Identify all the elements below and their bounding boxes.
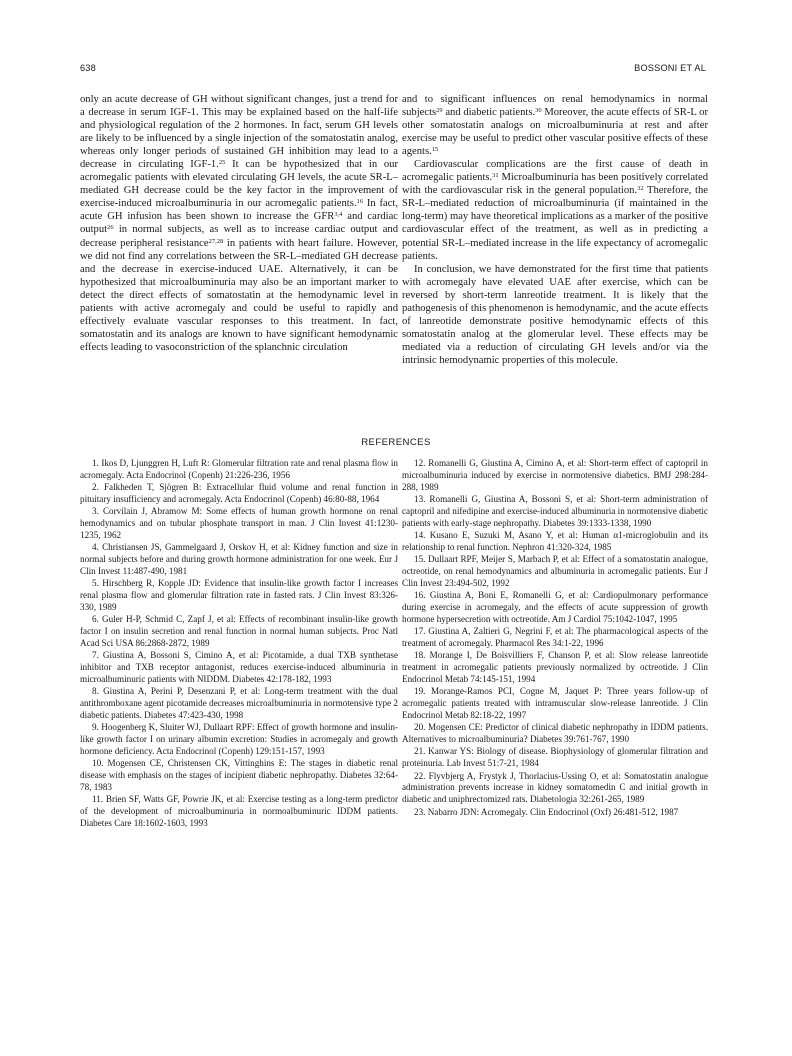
- citation-superscript: 3,4: [334, 211, 343, 219]
- citation-superscript: 15: [431, 146, 439, 154]
- reference-entry: 9. Hoogenberg K, Sluiter WJ, Dullaart RPF: Effect of growth hormone and insulin-like growth factor I on urinary albumin excretion: Studies in acromegaly and growth hormone deficiency. Acta Endocrinol (Copenh) 129:151-157, 1993: [80, 722, 398, 757]
- reference-entry: 20. Mogensen CE: Predictor of clinical diabetic nephropathy in IDDM patients. Alternatives to microalbuminuria? Diabetes 39:761-767, 1990: [402, 722, 708, 745]
- reference-entry: 16. Giustina A, Boni E, Romanelli G, et al: Cardiopulmonary performance during exercise in acromegaly, and the effects of acute suppression of growth hormone hypersecretion with octreotide. Am J Cardiol 75:1042-1047, 1995: [402, 590, 708, 624]
- citation-superscript: 32: [637, 185, 644, 193]
- reference-entry: 11. Brien SF, Watts GF, Powrie JK, et al: Exercise testing as a long-term predictor of the development of microalbuminuria in normoalbuminuric IDDM patients. Diabetes Care 18:1602-1603, 1993: [80, 794, 398, 829]
- reference-entry: 19. Morange-Ramos PCI, Cogne M, Jaquet P: Three years follow-up of acromegalic patients treated with intramuscular slow-release lanreotide. J Clin Endocrinol Metab 82:18-22, 1997: [402, 686, 708, 721]
- body-column-left: [80, 93, 398, 354]
- body-text: and diabetic patients.: [442, 107, 536, 119]
- citation-superscript: 16: [356, 198, 363, 206]
- body-text: Cardiovascular complications are the first cause of death in acromegalic patients.: [402, 159, 708, 184]
- reference-entry: 6. Guler H-P, Schmid C, Zapf J, et al: Effects of recombinant insulin-like growth factor I on insulin secretion and renal function in normal human subjects. Proc Natl Acad Sci USA 86:2868-2872, 1989: [80, 614, 398, 649]
- body-column-right: [402, 93, 708, 367]
- reference-entry: 22. Flyvbjerg A, Frystyk J, Thorlacius-Ussing O, et al: Somatostatin analogue administration prevents increase in kidney somatomedin C and initial growth in diabetic and uniphrectomized rats. Diabetologia 32:261-265, 1989: [402, 770, 708, 805]
- references-heading: REFERENCES: [361, 437, 431, 448]
- body-text: In fact, acute GH infusion has been shown to increase the GFR: [80, 198, 398, 223]
- citation-superscript: 26: [107, 224, 114, 232]
- reference-entry: 4. Christiansen JS, Gammelgaard J, Orskov H, et al: Kidney function and size in normal subjects before and during growth hormone administration for one week. Eur J Clin Invest 11:487-490, 1981: [80, 542, 398, 577]
- reference-entry: 18. Morange I, De Boisvilliers F, Chanson P, et al: Slow release lanreotide treatment in acromegalic patients previously normalized by octreotide. J Clin Endocrinol Metab 74:145-151, 1994: [402, 650, 708, 685]
- body-paragraph: [80, 93, 398, 354]
- citation-superscript: 27,28: [208, 237, 224, 245]
- citation-superscript: 31: [492, 172, 499, 180]
- reference-entry: 14. Kusano E, Suzuki M, Asano Y, et al: Human α1-microglobulin and its relationship to renal function. Nephron 41:320-324, 1985: [402, 530, 708, 552]
- reference-entry: 10. Mogensen CE, Christensen CK, Vittinghins E: The stages in diabetic renal disease with emphasis on the stages of incipient diabetic nephropathy. Diabetes 32:64-78, 1983: [80, 758, 398, 793]
- running-title: BOSSONI ET AL: [634, 63, 706, 73]
- body-text: Microalbuminuria has been positively correlated with the cardiovascular risk in the general population.: [402, 172, 708, 197]
- body-text: It can be hypothesized that in our acromegalic patients with elevated circulating GH levels, the acute SR-L–mediated GH decrease could be the key factor in the improvement of exercise-induced microalbuminuria in our acromegalic patients.: [80, 159, 399, 210]
- reference-entry: 17. Giustina A, Zaltieri G, Negrini F, et al: The pharmacological aspects of the treatment of acromegaly. Pharmacol Res 34:1-22, 1996: [402, 626, 708, 649]
- reference-entry: 21. Kanwar YS: Biology of disease. Biophysiology of glomerular filtration and proteinuria. Lab Invest 51:7-21, 1984: [402, 746, 708, 769]
- body-text: Moreover, the acute effects of SR-L or other somatostatin analogs on microalbuminuria at rest and after exercise may be useful to predict other vascular positive effects of these agents.: [402, 107, 708, 158]
- reference-entry: 2. Falkheden T, Sjögren B: Extracellular fluid volume and renal function in pituitary insufficiency and acromegaly. Acta Endocrinol (Copenh) 46:80-88, 1964: [80, 482, 398, 505]
- body-text: and cardiac output: [80, 211, 398, 236]
- body-paragraph: [402, 158, 708, 262]
- reference-entry: 15. Dullaart RPF, Meijer S, Marbach P, et al: Effect of a somatostatin analogue, octreotide, on renal hemodynamics and albuminuria in acromegalic patients. Eur J Clin Invest 23:494-502, 1992: [402, 554, 708, 588]
- body-text: in normal subjects, as well as to increase cardiac output and decrease peripheral resistance: [80, 224, 398, 249]
- body-text: in patients with heart failure. However, we did not find any correlations between the SR-L–mediated GH decrease and the decrease in exercise-induced UAE. Alternatively, it can be hypothesized that microalbuminuria may also be an important marker to detect the direct effects of somatostatin at the hemodynamic level in patients with active acromegaly and could be useful to rapidly and effectively evaluate vascular responses to this treatment. In fact, somatostatin and its analogs are known to have significant hemodynamic effects leading to vasoconstriction of the splanchnic circulation: [80, 237, 398, 353]
- body-text: Therefore, the SR-L–mediated reduction of microalbuminuria (if maintained in the long-term) may have theoretical implications as a marker of the positive cardiovascular effect of the treatment, as well as in predicting a potential SR-L–mediated increase in the life expectancy of acromegalic patients.: [402, 185, 708, 262]
- citation-superscript: 25: [218, 159, 226, 167]
- references-column-left: [80, 458, 398, 830]
- body-text: In conclusion, we have demonstrated for the first time that patients with acromegaly have elevated UAE after exercise, which can be reversed by short-term lanreotide treatment. It is likely that the pathogenesis of this phenomenon is hemodynamic, and the acute effects of lanreotide demonstrate positive hemodynamic effects of this somatostatin analog at the glomerular level. These effects may be mediated via a reduction of circulating GH levels and/or via the intrinsic hemodynamic properties of this molecule.: [402, 263, 708, 366]
- references-column-right: [402, 458, 708, 819]
- reference-entry: 13. Romanelli G, Giustina A, Bossoni S, et al: Short-term administration of captopril and nifedipine and exercise-induced albuminuria in normotensive diabetic patients with early-stage nephropathy. Diabetes 39:1333-1338, 1990: [402, 494, 708, 528]
- reference-entry: 1. Ikos D, Ljunggren H, Luft R: Glomerular filtration rate and renal plasma flow in acromegaly. Acta Endocrinol (Copenh) 21:226-236, 1956: [80, 458, 398, 480]
- reference-entry: 3. Corvilain J, Abramow M: Some effects of human growth hormone on renal hemodynamics and on tubular phosphate transport in man. J Clin Invest 41:1230-1235, 1962: [80, 506, 398, 541]
- body-paragraph: [402, 93, 708, 158]
- citation-superscript: 30: [535, 107, 542, 115]
- body-text: and to significant influences on renal hemodynamics in normal subjects: [402, 94, 708, 119]
- reference-entry: 5. Hirschberg R, Kopple JD: Evidence that insulin-like growth factor I increases renal plasma flow and glomerular filtration rate in fasted rats. J Clin Invest 83:326-330, 1989: [80, 578, 398, 613]
- page-number: 638: [80, 63, 96, 73]
- body-paragraph: [402, 263, 708, 367]
- reference-entry: 23. Nabarro JDN: Acromegaly. Clin Endocrinol (Oxf) 26:481-512, 1987: [414, 806, 679, 817]
- citation-superscript: 29: [436, 107, 443, 115]
- reference-entry: 8. Giustina A, Perini P, Desenzani P, et al: Long-term treatment with the dual antithromboxane agent picotamide decreases microalbuminuria in normotensive type 2 diabetic patients. Diabetes 47:423-430, 1998: [80, 686, 398, 721]
- reference-entry: 12. Romanelli G, Giustina A, Cimino A, et al: Short-term effect of captopril in microalbuminuria induced by exercise in normotensive diabetics. BMJ 298:284-288, 1989: [402, 458, 708, 492]
- body-text: only an acute decrease of GH without significant changes, just a trend for a decrease in serum IGF-1. This may be explained based on the half-life and physiological regulation of the 2 hormones. In fact, serum GH levels are likely to be influenced by a single injection of the somatostatin analog, whereas only longer periods of sustained GH inhibition may lead to a decrease in circulating IGF-1.: [80, 94, 398, 171]
- reference-entry: 7. Giustina A, Bossoni S, Cimino A, et al: Picotamide, a dual TXB synthetase inhibitor and TXB receptor antagonist, reduces exercise-induced albuminuria in microalbuminuric patients with NIDDM. Diabetes 42:178-182, 1993: [80, 650, 398, 685]
